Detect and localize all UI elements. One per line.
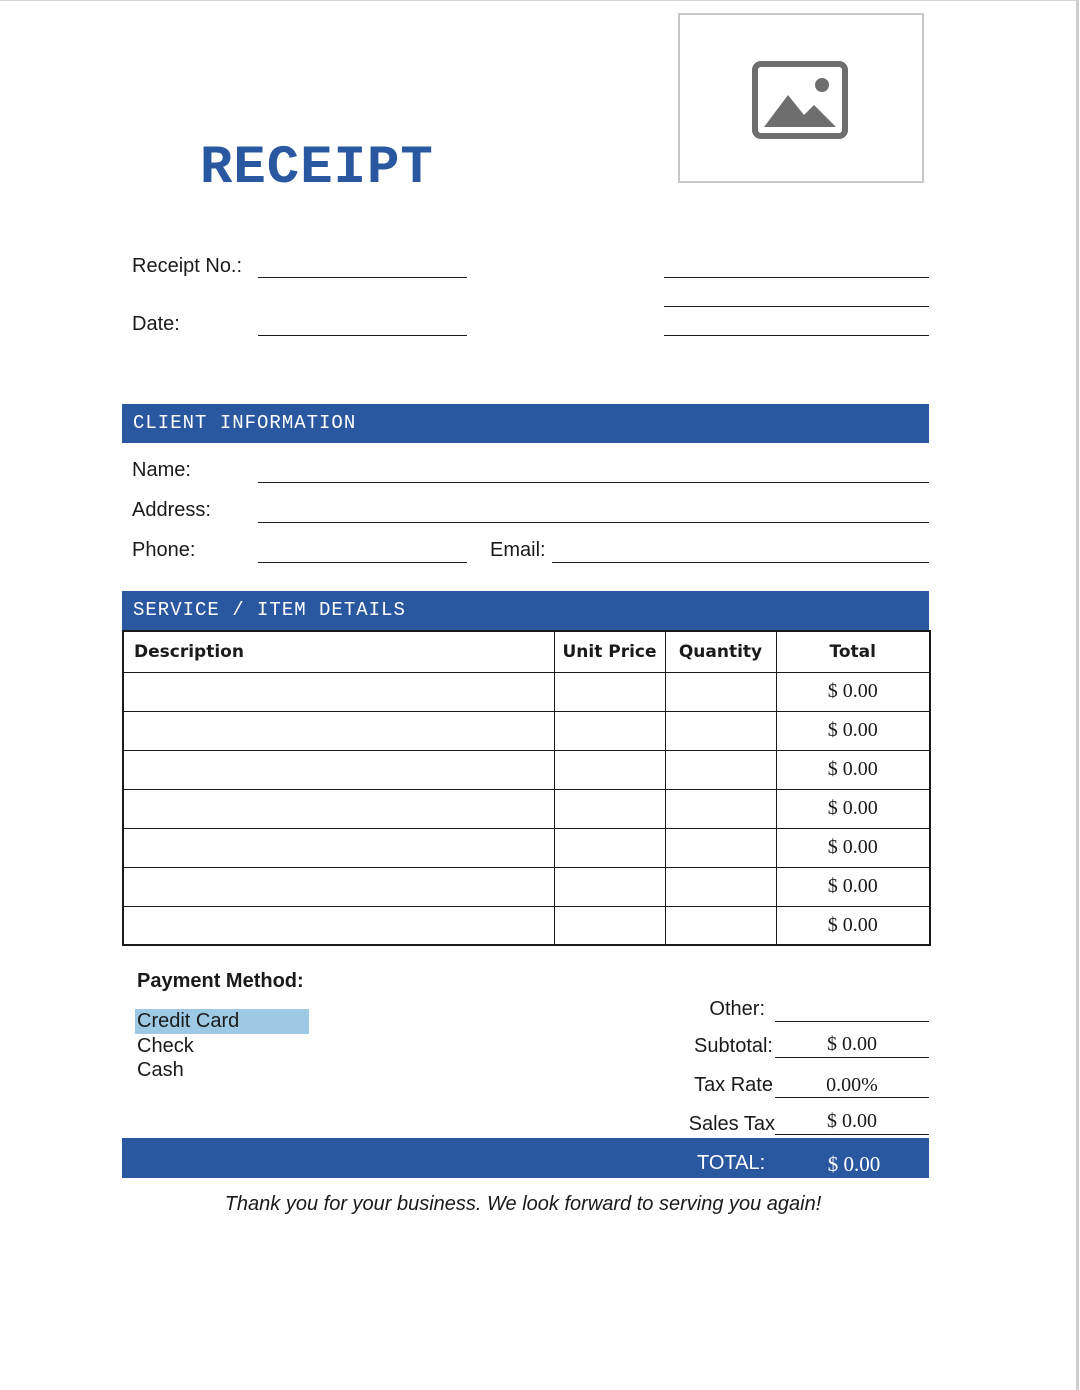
col-unit-price: Unit Price <box>554 631 665 672</box>
table-row <box>123 867 930 906</box>
payment-option-cash[interactable]: Cash <box>137 1059 184 1081</box>
thank-you-message: Thank you for your business. We look forward to serving you again! <box>224 1193 822 1215</box>
quantity-cell[interactable] <box>665 906 776 945</box>
sales-tax-value: $ 0.00 <box>827 1110 877 1132</box>
phone-field[interactable] <box>258 562 467 563</box>
email-field[interactable] <box>552 562 929 563</box>
email-label: Email: <box>490 539 546 561</box>
quantity-cell[interactable] <box>665 867 776 906</box>
page-edge-right <box>1076 0 1079 1390</box>
quantity-cell[interactable] <box>665 672 776 711</box>
table-row <box>123 750 930 789</box>
unit-price-cell[interactable] <box>554 711 665 750</box>
tax-rate-value[interactable]: 0.00% <box>826 1074 878 1096</box>
description-cell[interactable] <box>123 828 554 867</box>
tax-rate-line <box>775 1097 929 1098</box>
description-cell[interactable] <box>123 867 554 906</box>
table-row <box>123 789 930 828</box>
total-cell: $ 0.00 <box>776 711 930 750</box>
unit-price-cell[interactable] <box>554 828 665 867</box>
address-label: Address: <box>132 499 211 521</box>
other-line <box>775 1021 929 1022</box>
quantity-cell[interactable] <box>665 750 776 789</box>
quantity-cell[interactable] <box>665 789 776 828</box>
payment-method-title: Payment Method: <box>137 970 304 992</box>
unit-price-cell[interactable] <box>554 867 665 906</box>
unit-price-cell[interactable] <box>554 750 665 789</box>
address-field[interactable] <box>258 522 929 523</box>
total-cell: $ 0.00 <box>776 672 930 711</box>
payment-option-check[interactable]: Check <box>137 1035 194 1057</box>
table-row <box>123 711 930 750</box>
table-row <box>123 672 930 711</box>
table-row <box>123 828 930 867</box>
image-placeholder-icon <box>752 61 848 139</box>
receipt-no-field[interactable] <box>258 277 467 278</box>
description-cell[interactable] <box>123 789 554 828</box>
client-info-heading: CLIENT INFORMATION <box>122 404 929 443</box>
total-value: $ 0.00 <box>827 1152 881 1176</box>
items-heading: SERVICE / ITEM DETAILS <box>122 591 929 630</box>
total-cell: $ 0.00 <box>776 867 930 906</box>
subtotal-label: Subtotal: <box>694 1035 773 1057</box>
unit-price-cell[interactable] <box>554 906 665 945</box>
col-description: Description <box>123 631 554 672</box>
name-label: Name: <box>132 459 191 481</box>
description-cell[interactable] <box>123 906 554 945</box>
table-row <box>123 906 930 945</box>
quantity-cell[interactable] <box>665 828 776 867</box>
col-quantity: Quantity <box>665 631 776 672</box>
total-label: TOTAL: <box>697 1152 766 1174</box>
page-edge-top <box>0 0 1078 1</box>
sales-tax-line <box>775 1134 929 1135</box>
total-cell: $ 0.00 <box>776 750 930 789</box>
payment-option-credit-card[interactable]: Credit Card <box>137 1010 240 1032</box>
logo-placeholder[interactable] <box>678 13 924 183</box>
phone-label: Phone: <box>132 539 196 561</box>
sales-tax-label: Sales Tax <box>688 1113 775 1135</box>
page-title: RECEIPT <box>200 138 434 199</box>
date-field[interactable] <box>258 335 467 336</box>
subtotal-line <box>775 1057 929 1058</box>
items-table <box>122 630 931 946</box>
total-cell: $ 0.00 <box>776 789 930 828</box>
unit-price-cell[interactable] <box>554 789 665 828</box>
total-cell: $ 0.00 <box>776 906 930 945</box>
tax-rate-label: Tax Rate <box>694 1074 773 1096</box>
col-total: Total <box>776 631 930 672</box>
info-line-1[interactable] <box>664 277 929 278</box>
description-cell[interactable] <box>123 750 554 789</box>
unit-price-cell[interactable] <box>554 672 665 711</box>
subtotal-value: $ 0.00 <box>827 1033 877 1055</box>
info-line-3[interactable] <box>664 335 929 336</box>
quantity-cell[interactable] <box>665 711 776 750</box>
name-field[interactable] <box>258 482 929 483</box>
description-cell[interactable] <box>123 711 554 750</box>
items-header-row <box>123 631 930 672</box>
info-line-2[interactable] <box>664 306 929 307</box>
date-label: Date: <box>132 313 180 335</box>
other-label: Other: <box>709 998 765 1020</box>
receipt-no-label: Receipt No.: <box>132 255 243 277</box>
description-cell[interactable] <box>123 672 554 711</box>
total-cell: $ 0.00 <box>776 828 930 867</box>
